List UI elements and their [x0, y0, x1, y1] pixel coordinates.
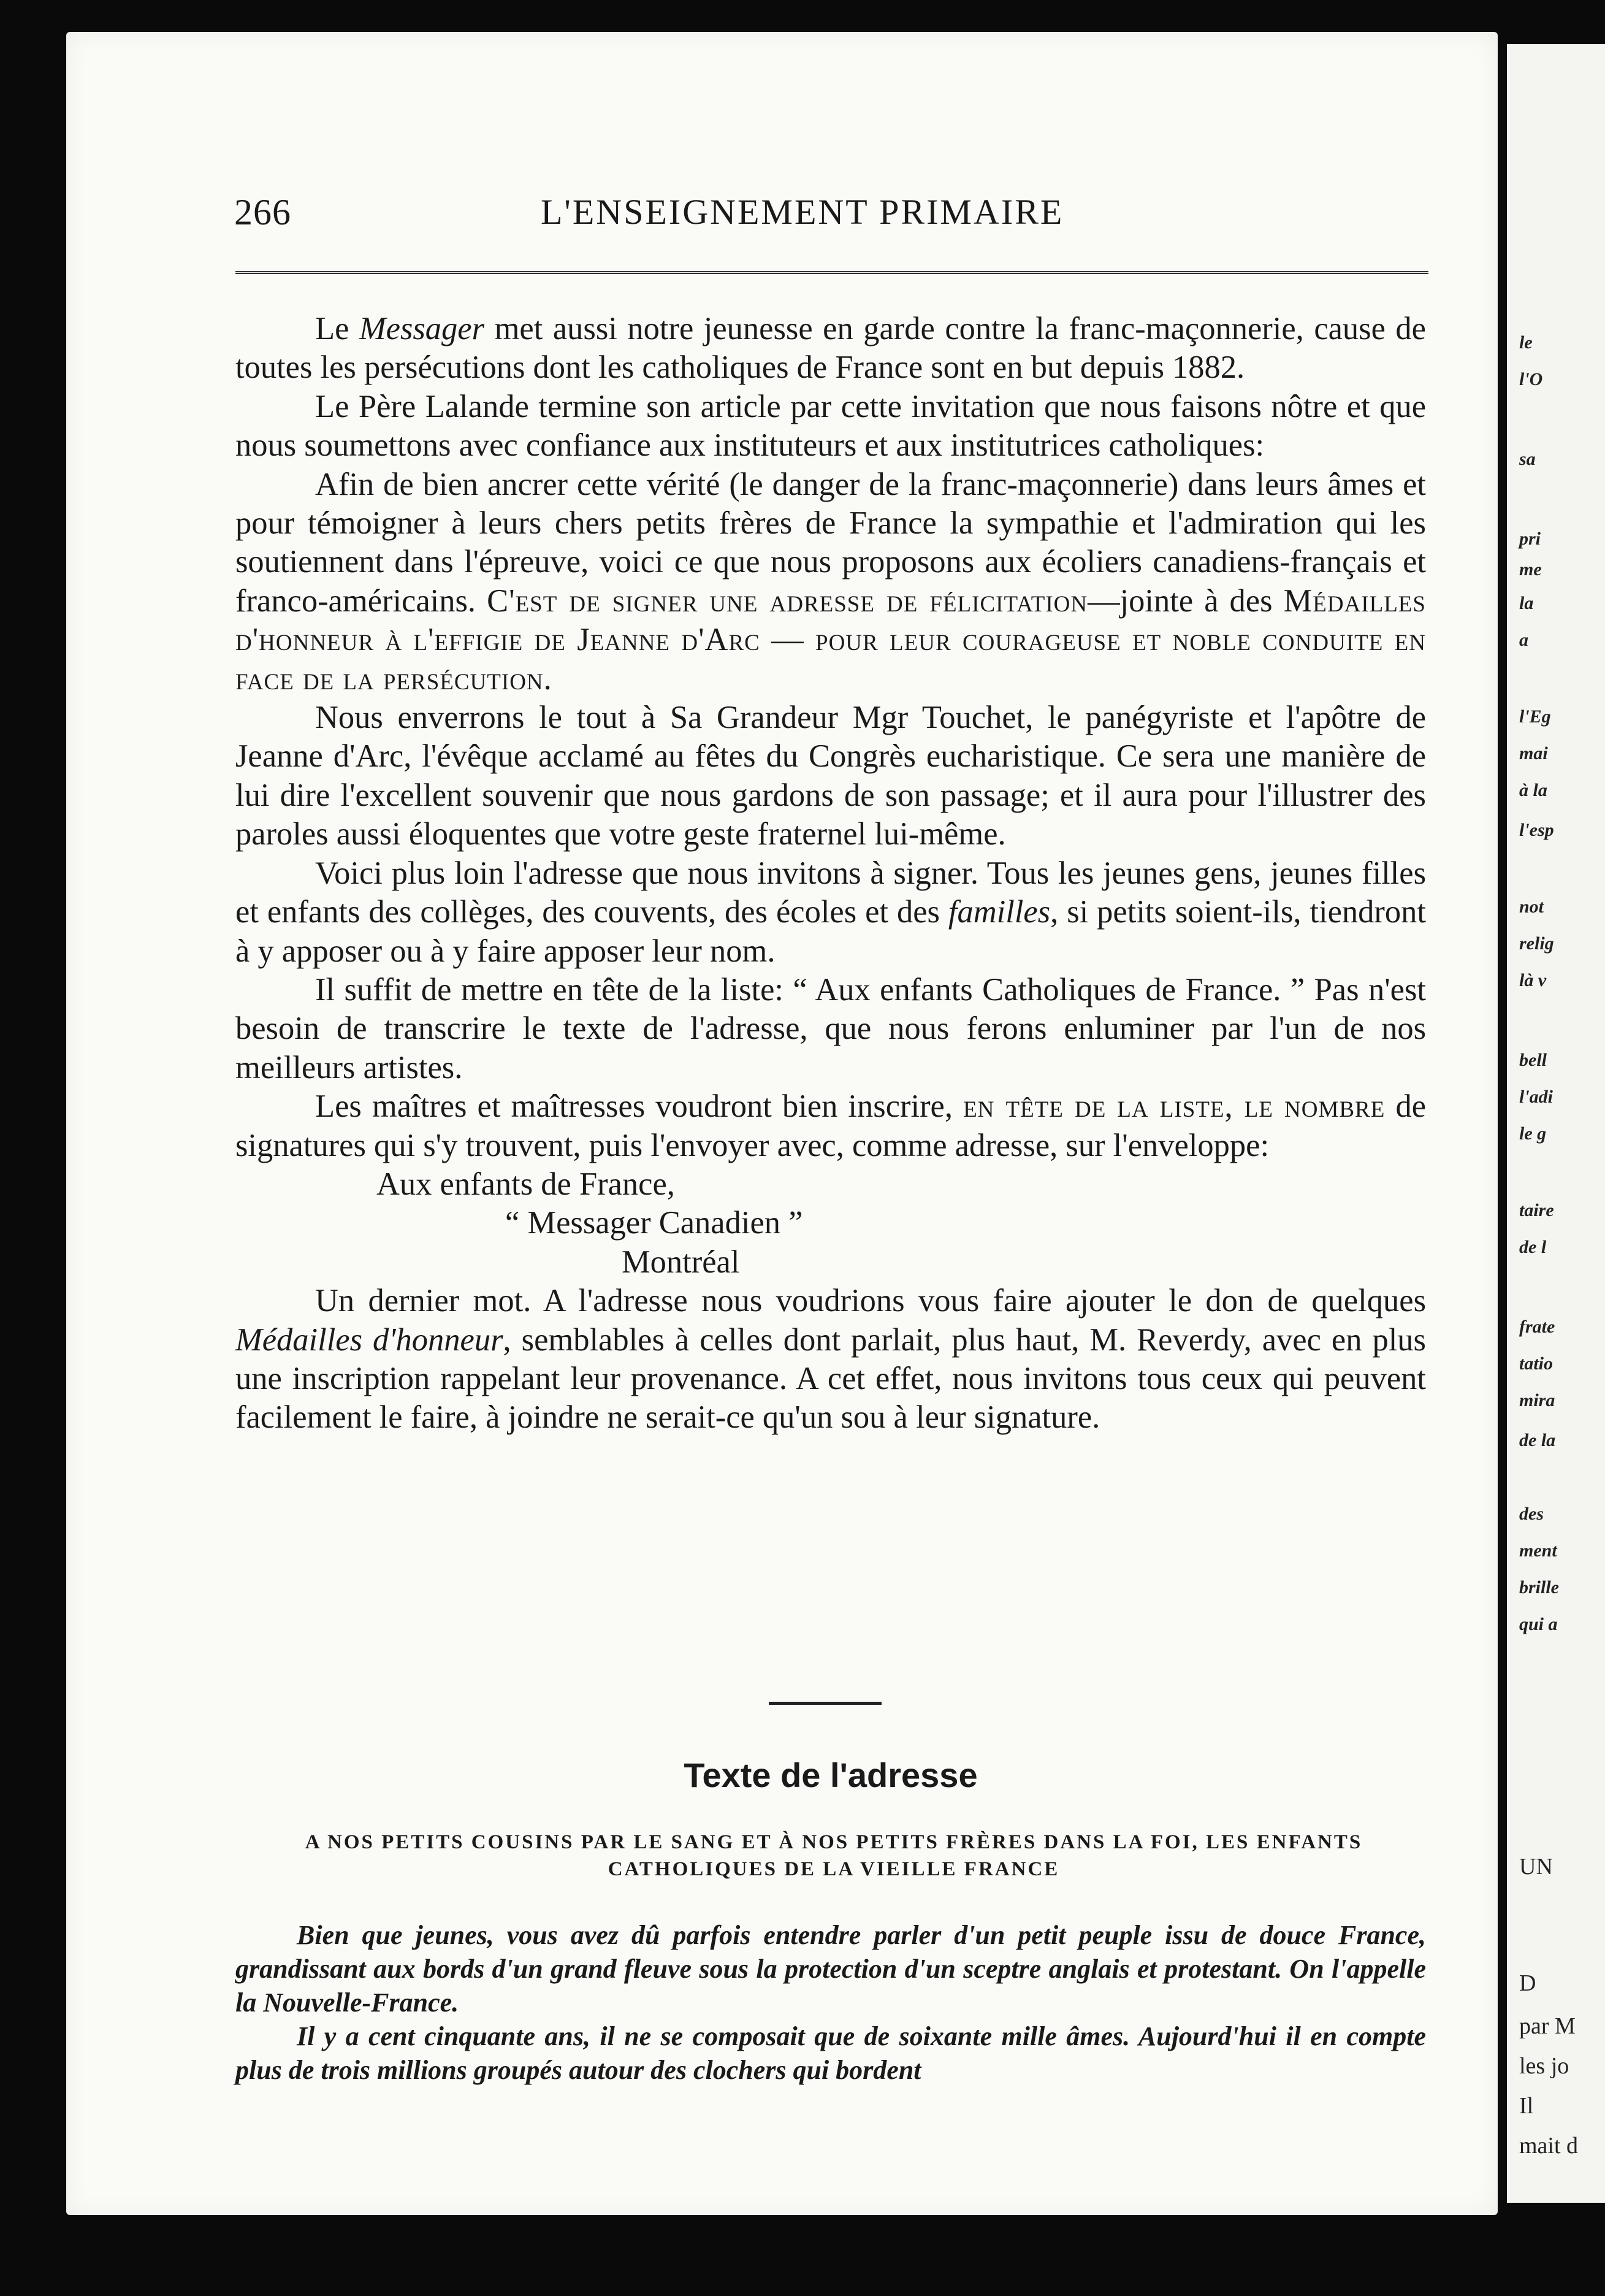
paragraph-1: Le Messager met aussi notre jeunesse en garde contre la franc-maçonnerie, cause de toutes les persécutions dont les catholiques de France sont en but depuis 1882.: [235, 311, 1426, 386]
facing-fragment: de la: [1519, 1430, 1556, 1450]
article-body: [235, 310, 1426, 1437]
facing-fragment: UN: [1519, 1854, 1553, 1880]
facing-fragment: sa: [1519, 449, 1536, 469]
facing-fragment: Il: [1519, 2093, 1534, 2119]
facing-fragment: l'esp: [1519, 820, 1554, 840]
facing-fragment: ment: [1519, 1540, 1557, 1561]
facing-fragment: mai: [1519, 743, 1548, 763]
facing-fragment: bell: [1519, 1050, 1547, 1070]
facing-fragment: brille: [1519, 1577, 1559, 1598]
facing-fragment: mira: [1519, 1390, 1555, 1410]
facing-fragment: le g: [1519, 1123, 1547, 1144]
envelope-line-3: Montréal: [622, 1244, 740, 1280]
facing-fragment: l'adi: [1519, 1087, 1554, 1107]
paragraph-6: Il suffit de mettre en tête de la liste: “ Aux enfants Catholiques de France. ” Pas n'est besoin de transcrire le texte de l'adresse, que nous ferons enluminer par l'un de nos meilleurs artistes.: [235, 971, 1426, 1085]
paragraph-7: Les maîtres et maîtresses voudront bien inscrire, en tête de la liste, le nombre de signatures qui s'y trouvent, puis l'envoyer avec, comme adresse, sur l'enveloppe:: [235, 1089, 1426, 1163]
facing-fragment: relig: [1519, 933, 1554, 954]
paragraph-2: Le Père Lalande termine son article par cette invitation que nous faisons nôtre et que nous soumettons avec confiance aux instituteurs et aux institutrices catholiques:: [235, 388, 1426, 464]
facing-fragment: frate: [1519, 1317, 1555, 1337]
facing-page-edge: [1507, 44, 1605, 2203]
facing-fragment: mait d: [1519, 2133, 1579, 2159]
envelope-line-1: Aux enfants de France,: [376, 1166, 675, 1202]
facing-fragment: des: [1519, 1504, 1544, 1524]
dedication-heading: A NOS PETITS COUSINS PAR LE SANG ET À NOS PETITS FRÈRES DANS LA FOI, LES ENFANTS CATHOLIQUES DE LA VIEILLE FRANCE: [305, 1831, 1363, 1880]
paragraph-3: Afin de bien ancrer cette vérité (le danger de la franc-maçonnerie) dans leurs âmes et pour témoigner à leurs chers petits frères de France la sympathie et l'admiration qui les soutiennent dans l'épreuve, voici ce que nous proposons aux écoliers canadiens-français et franco-américains. C'est de signer une adresse de félicitation—jointe à des Médailles d'honneur à l'effigie de Jeanne d'Arc — pour leur courageuse et noble conduite en face de la persécution.: [235, 466, 1426, 697]
facing-fragment: l'Eg: [1519, 706, 1551, 727]
facing-fragment: taire: [1519, 1200, 1554, 1220]
address-paragraph-1: Bien que jeunes, vous avez dû parfois entendre parler d'un petit peuple issu de douce France, grandissant aux bords d'un grand fleuve sous la protection d'un sceptre anglais et protestant. On l'appelle la Nouvelle-France.: [235, 1920, 1426, 2018]
section-title: Texte de l'adresse: [684, 1756, 978, 1794]
facing-fragment: de l: [1519, 1237, 1547, 1257]
header-rule: [235, 271, 1428, 274]
facing-fragment: me: [1519, 559, 1542, 580]
facing-fragment: par M: [1519, 2013, 1576, 2039]
section-divider: [769, 1702, 882, 1705]
facing-fragment: a: [1519, 630, 1528, 650]
facing-fragment: le: [1519, 332, 1533, 353]
page-header: [234, 184, 1436, 239]
address-text: [235, 1918, 1426, 2087]
facing-fragment: qui a: [1519, 1614, 1558, 1634]
facing-fragment: not: [1519, 897, 1544, 917]
facing-fragment: là v: [1519, 970, 1547, 990]
facing-fragment: à la: [1519, 780, 1547, 800]
facing-fragment: pri: [1519, 529, 1541, 549]
facing-fragment: la: [1519, 593, 1534, 613]
paragraph-8: Un dernier mot. A l'adresse nous voudrions vous faire ajouter le don de quelques Médailles d'honneur, semblables à celles dont parlait, plus haut, M. Reverdy, avec en plus une inscription rappelant leur provenance. A cet effet, nous invitons tous ceux qui peuvent facilement le faire, à joindre ne serait-ce qu'un sou à leur signature.: [235, 1283, 1426, 1436]
address-paragraph-2: Il y a cent cinquante ans, il ne se composait que de soixante mille âmes. Aujourd'hui il en compte plus de trois millions groupés autour des clochers qui bordent: [235, 2021, 1426, 2085]
paragraph-5: Voici plus loin l'adresse que nous invitons à signer. Tous les jeunes gens, jeunes filles et enfants des collèges, des couvents, des écoles et des familles, si petits soient-ils, tiendront à y apposer ou à y faire apposer leur nom.: [235, 855, 1426, 969]
envelope-line-2: “ Messager Canadien ”: [505, 1205, 803, 1241]
running-title: L'ENSEIGNEMENT PRIMAIRE: [541, 192, 1064, 232]
facing-fragment: D: [1519, 1970, 1536, 1996]
facing-fragment: l'O: [1519, 369, 1543, 389]
page-number: 266: [234, 192, 291, 232]
facing-fragment: tatio: [1519, 1353, 1554, 1374]
paragraph-4: Nous enverrons le tout à Sa Grandeur Mgr Touchet, le panégyriste et l'apôtre de Jeanne d'Arc, l'évêque acclamé au fêtes du Congrès eucharistique. Ce sera une manière de lui dire l'excellent souvenir que nous gardons de son passage; et il aura pour l'illustrer des paroles aussi éloquentes que votre geste fraternel lui-même.: [235, 700, 1426, 852]
facing-fragment: les jo: [1519, 2053, 1569, 2079]
